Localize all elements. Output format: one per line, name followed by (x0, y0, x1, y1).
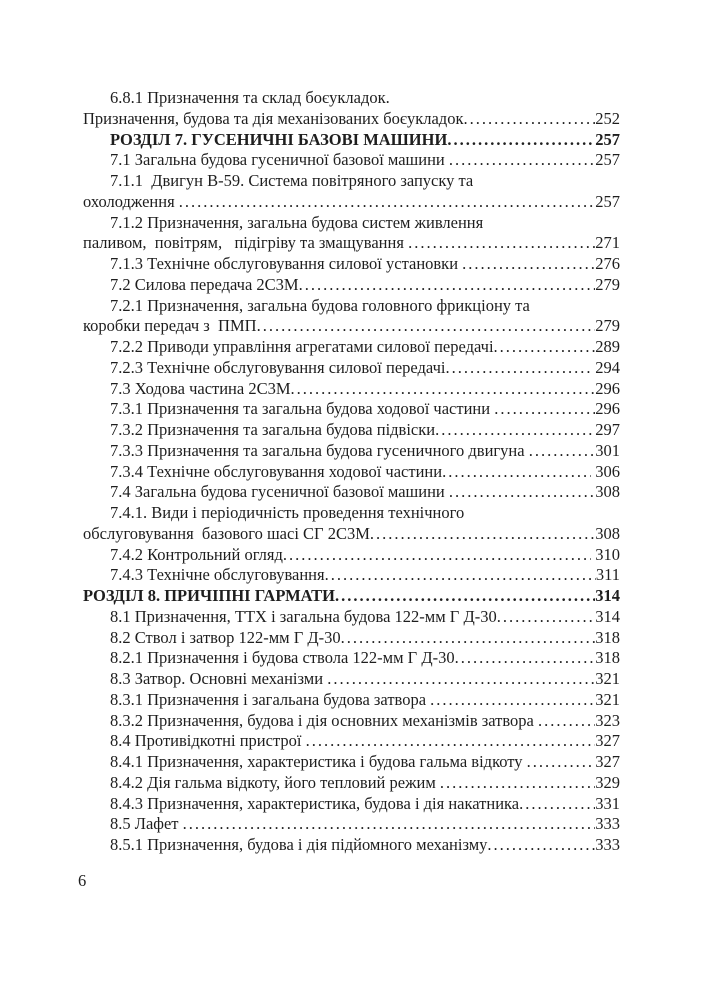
dot-leader (538, 711, 595, 732)
toc-entry (83, 441, 620, 462)
toc-entry (83, 379, 620, 400)
toc-entry-page: 271 (595, 233, 620, 253)
toc-entry-title: 8.4.2 Дія гальма відкоту, його тепловий режим (110, 772, 440, 792)
page-number: 6 (78, 871, 87, 890)
toc-entry-page: 257 (595, 150, 620, 170)
toc-entry (83, 275, 620, 296)
dot-leader (497, 607, 596, 628)
dot-leader (179, 192, 595, 213)
toc-entry-page: 310 (591, 544, 620, 564)
toc-entry (83, 565, 620, 586)
dot-leader (494, 399, 595, 420)
toc-entry (83, 420, 620, 441)
toc-entry-title: 7.1.2 Призначення, загальна будова систем живлення (110, 212, 484, 232)
toc-entry-title: 7.2 Силова передача 2С3М (110, 274, 299, 294)
toc-entry-page: 257 (595, 129, 620, 149)
dot-leader (487, 835, 595, 856)
toc-entry-title: 8.4.1 Призначення, характеристика і будова гальма відкоту (110, 752, 527, 771)
toc-entry-title: 7.4.2 Контрольний огляд (110, 544, 283, 564)
toc-entry (83, 254, 620, 275)
toc-entry-page: 327 (595, 731, 620, 751)
toc-entry-title: 7.4.3 Технічне обслуговування (110, 565, 325, 585)
toc-entry (83, 814, 620, 835)
toc-entry-title: 7.3.1 Призначення та загальна будова ходової частини (110, 399, 495, 419)
dot-leader (440, 773, 595, 794)
toc-entry-title: 8.2 Ствол і затвор 122-мм Г Д-30 (110, 627, 341, 647)
toc-entry-page: 257 (595, 191, 620, 211)
toc-entry-page: 289 (595, 337, 620, 356)
toc-entry-page: 308 (595, 523, 620, 543)
toc-entry (83, 711, 620, 732)
toc-entry (83, 462, 620, 483)
toc-entry-page: 321 (595, 689, 620, 709)
toc-chapter-entry (83, 130, 620, 151)
table-of-contents (83, 88, 620, 856)
toc-entry-title: 7.2.1 Призначення, загальна будова головного фрикціону та (110, 295, 530, 315)
toc-entry-page: 318 (595, 627, 620, 647)
toc-entry-page: 276 (595, 254, 620, 273)
toc-entry (83, 648, 620, 669)
dot-leader (494, 337, 596, 358)
toc-entry (83, 628, 620, 649)
dot-leader (449, 150, 595, 171)
toc-entry-page: 311 (595, 565, 620, 585)
toc-entry-title: паливом, повітрям, підігріву та змащування (83, 233, 409, 253)
toc-entry (83, 482, 620, 503)
toc-entry (83, 213, 620, 234)
toc-entry-title: 7.1.3 Технічне обслуговування силової установки (110, 254, 463, 273)
toc-entry-title: 7.3.2 Призначення та загальна будова підвіски (110, 420, 436, 439)
toc-entry-page: 318 (595, 648, 620, 668)
toc-entry-page: 297 (595, 420, 620, 439)
toc-entry-title: РОЗДІЛ 7. ГУСЕНИЧНІ БАЗОВІ МАШИНИ (110, 129, 448, 149)
toc-entry-page: 321 (595, 669, 620, 688)
toc-entry (83, 794, 620, 815)
toc-entry-title: 8.4.3 Призначення, характеристика, будова і дія накатника (110, 793, 520, 813)
toc-entry-page: 327 (595, 752, 620, 771)
toc-entry-page: 306 (591, 461, 620, 481)
dot-leader (447, 130, 595, 151)
toc-entry (83, 296, 620, 317)
dot-leader (327, 669, 595, 690)
toc-entry-page: 296 (595, 378, 620, 398)
toc-entry-title: 7.4.1. Види і періодичність проведення технічного (110, 503, 465, 522)
dot-leader (445, 358, 591, 379)
dot-leader (283, 545, 591, 566)
toc-entry (83, 607, 620, 628)
toc-entry-title: 7.3 Ходова частина 2С3М (110, 378, 291, 398)
toc-entry (83, 192, 620, 213)
toc-entry-page: 279 (595, 316, 620, 336)
toc-chapter-entry (83, 586, 620, 607)
dot-leader (463, 109, 595, 130)
toc-entry-page: 252 (595, 108, 620, 128)
toc-entry (83, 752, 620, 773)
toc-entry-title: 8.1 Призначення, ТТХ і загальна будова 122-мм Г Д-30 (110, 606, 497, 626)
toc-entry-page: 294 (591, 357, 620, 377)
toc-entry (83, 773, 620, 794)
toc-entry (83, 731, 620, 752)
dot-leader (430, 690, 595, 711)
dot-leader (341, 628, 596, 649)
dot-leader (462, 254, 595, 275)
dot-leader (442, 462, 591, 483)
dot-leader (335, 586, 595, 607)
toc-entry-title: 7.2.3 Технічне обслуговування силової передачі (110, 357, 446, 377)
toc-entry-title: 8.3 Затвор. Основні механізми (110, 669, 328, 688)
dot-leader (519, 794, 595, 815)
dot-leader (257, 316, 596, 337)
toc-entry (83, 109, 620, 130)
dot-leader (370, 524, 595, 545)
toc-entry-title: 7.1 Загальна будова гусеничної базової машини (110, 150, 449, 170)
toc-entry-title: Призначення, будова та дія механізованих боєукладок (83, 108, 464, 128)
toc-entry-page: 329 (595, 772, 620, 792)
dot-leader (299, 275, 596, 296)
toc-entry (83, 835, 620, 856)
toc-entry-title: 8.5.1 Призначення, будова і дія підйомного механізму (110, 835, 488, 854)
toc-entry-page: 323 (595, 710, 620, 730)
toc-entry (83, 316, 620, 337)
toc-entry-page: 333 (595, 835, 620, 854)
dot-leader (527, 752, 596, 773)
dot-leader (455, 648, 596, 669)
dot-leader (325, 565, 596, 586)
toc-entry-page: 301 (595, 440, 620, 460)
toc-entry-title: охолодження (83, 191, 179, 211)
toc-entry-title: 7.3.3 Призначення та загальна будова гусеничного двигуна (110, 440, 529, 460)
toc-entry-title: 8.4 Противідкотні пристрої (110, 731, 306, 751)
toc-entry (83, 358, 620, 379)
toc-entry-title: коробки передач з ПМП (83, 316, 257, 336)
dot-leader (408, 233, 595, 254)
toc-entry (83, 690, 620, 711)
toc-entry (83, 337, 620, 358)
toc-entry-page: 296 (595, 399, 620, 419)
toc-entry (83, 503, 620, 524)
toc-entry-page: 279 (595, 274, 620, 294)
toc-entry-title: 7.4 Загальна будова гусеничної базової машини (110, 482, 449, 502)
dot-leader (529, 441, 596, 462)
toc-entry (83, 150, 620, 171)
toc-entry-title: 7.2.2 Приводи управління агрегатами силової передачі (110, 337, 494, 356)
toc-entry (83, 524, 620, 545)
toc-entry-page: 314 (595, 606, 620, 626)
toc-entry (83, 233, 620, 254)
toc-entry-title: 7.1.1 Двигун В-59. Система повітряного запуску та (110, 171, 474, 190)
toc-entry (83, 88, 620, 109)
dot-leader (291, 379, 596, 400)
dot-leader (449, 482, 595, 503)
toc-entry-page: 308 (595, 482, 620, 502)
toc-entry-title: 8.2.1 Призначення і будова ствола 122-мм Г Д-30 (110, 648, 455, 668)
toc-entry-title: 8.3.2 Призначення, будова і дія основних механізмів затвора (110, 710, 538, 730)
toc-entry-title: 6.8.1 Призначення та склад боєукладок. (110, 88, 390, 107)
toc-entry-page: 314 (595, 586, 620, 605)
toc-entry-title: обслуговування базового шасі СГ 2С3М (83, 523, 370, 543)
toc-entry-title: 8.5 Лафет (110, 814, 183, 834)
toc-entry-page: 333 (595, 814, 620, 834)
dot-leader (306, 731, 596, 752)
toc-entry-title: 8.3.1 Призначення і загальана будова затвора (110, 689, 431, 709)
toc-entry (83, 171, 620, 192)
toc-entry-title: 7.3.4 Технічне обслуговування ходової частини (110, 461, 443, 481)
toc-entry (83, 545, 620, 566)
toc-entry (83, 669, 620, 690)
dot-leader (183, 814, 596, 835)
toc-entry (83, 399, 620, 420)
toc-entry-title: РОЗДІЛ 8. ПРИЧІПНІ ГАРМАТИ (83, 586, 335, 605)
toc-entry-page: 331 (595, 793, 620, 813)
dot-leader (435, 420, 595, 441)
